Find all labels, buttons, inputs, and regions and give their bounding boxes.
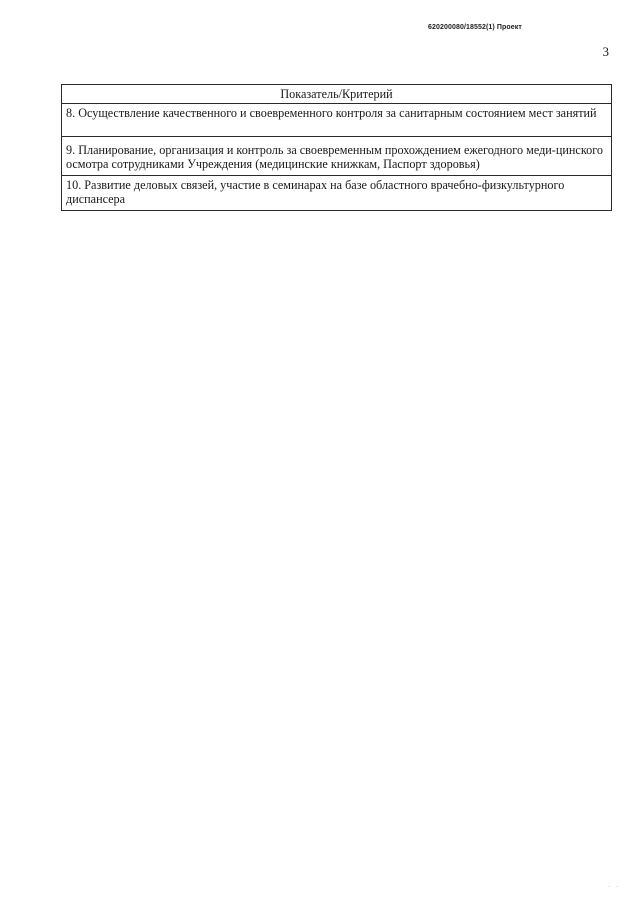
column-header: Показатель/Критерий: [62, 85, 612, 104]
document-id: 620200080/18552(1) Проект: [428, 24, 522, 31]
page-number: 3: [602, 44, 609, 59]
criterion-8: 8. Осуществление качественного и своевременного контроля за санитарным состоянием мест занятий: [62, 103, 612, 136]
table-header-row: [62, 85, 612, 104]
corner-mark: · ·: [608, 884, 620, 891]
table-row: [62, 136, 612, 175]
table-row: [62, 175, 612, 210]
criteria-table: [61, 84, 612, 211]
table-row: [62, 103, 612, 136]
criterion-10: 10. Развитие деловых связей, участие в семинарах на базе областного врачебно-физкультурного диспансера: [62, 175, 612, 210]
criterion-9: 9. Планирование, организация и контроль за своевременным прохождением ежегодного меди-цинского осмотра сотрудниками Учреждения (медицинские книжкам, Паспорт здоровья): [62, 136, 612, 175]
